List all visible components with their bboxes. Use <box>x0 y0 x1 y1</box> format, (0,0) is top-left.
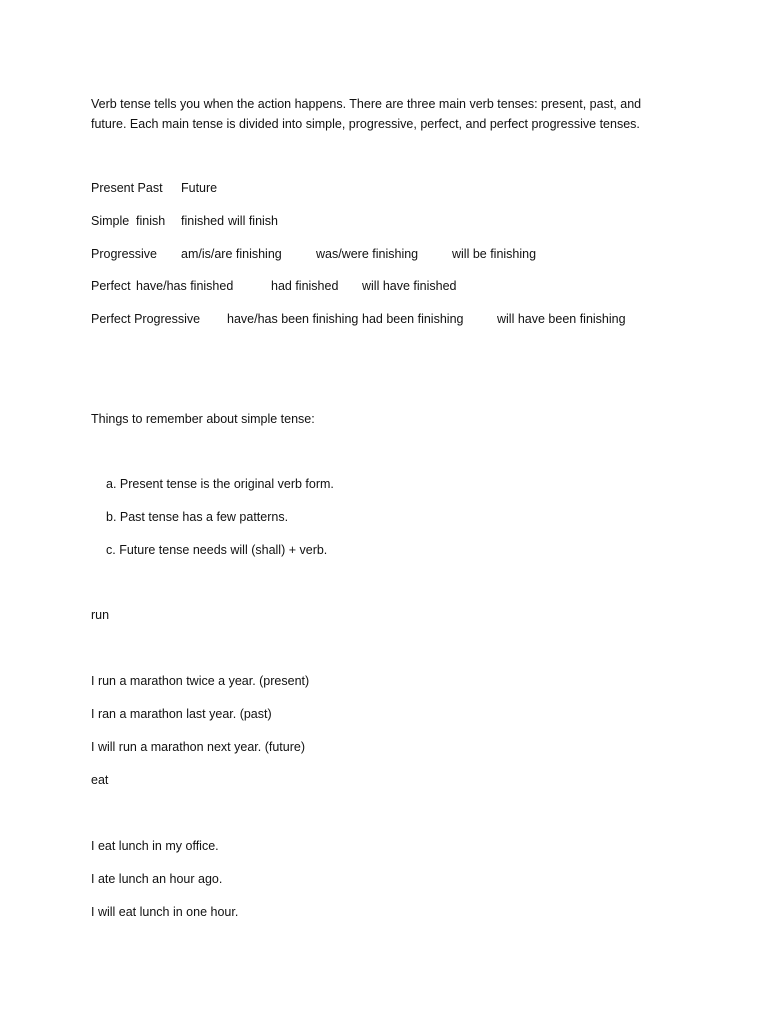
example-verb-run: run <box>91 608 110 622</box>
simple-past: finished <box>181 214 225 228</box>
list-item: b. Past tense has a few patterns. <box>106 510 289 524</box>
row-label-perfect: Perfect <box>91 279 131 293</box>
example-sentence: I will run a marathon next year. (future) <box>91 740 305 754</box>
remember-heading: Things to remember about simple tense: <box>91 412 315 426</box>
row-label-perfect-progressive: Perfect Progressive <box>91 312 201 326</box>
simple-present: finish <box>136 214 166 228</box>
row-label-progressive: Progressive <box>91 247 157 261</box>
progressive-past: was/were finishing <box>316 247 419 261</box>
perfect-progressive-future: will have been finishing <box>497 312 626 326</box>
example-verb-eat: eat <box>91 773 109 787</box>
perfect-present: have/has finished <box>136 279 234 293</box>
row-label-simple: Simple <box>91 214 130 228</box>
progressive-present: am/is/are finishing <box>181 247 282 261</box>
perfect-progressive-past: had been finishing <box>362 312 464 326</box>
example-sentence: I will eat lunch in one hour. <box>91 905 239 919</box>
table-header-present-past: Present Past <box>91 181 163 195</box>
intro-paragraph <box>91 94 691 134</box>
example-sentence: I run a marathon twice a year. (present) <box>91 674 310 688</box>
list-item: a. Present tense is the original verb form. <box>106 477 334 491</box>
intro-line-1: Verb tense tells you when the action happens. There are three main verb tenses: present, past, and <box>91 97 642 111</box>
perfect-future: will have finished <box>362 279 457 293</box>
example-sentence: I ran a marathon last year. (past) <box>91 707 272 721</box>
example-sentence: I ate lunch an hour ago. <box>91 872 223 886</box>
intro-line-2: future. Each main tense is divided into simple, progressive, perfect, and perfect progressive tenses. <box>91 117 640 131</box>
progressive-future: will be finishing <box>452 247 537 261</box>
example-sentence: I eat lunch in my office. <box>91 839 219 853</box>
table-header-future: Future <box>181 181 218 195</box>
list-item: c. Future tense needs will (shall) + verb. <box>106 543 328 557</box>
perfect-past: had finished <box>271 279 339 293</box>
perfect-progressive-present: have/has been finishing <box>227 312 359 326</box>
simple-future: will finish <box>228 214 279 228</box>
